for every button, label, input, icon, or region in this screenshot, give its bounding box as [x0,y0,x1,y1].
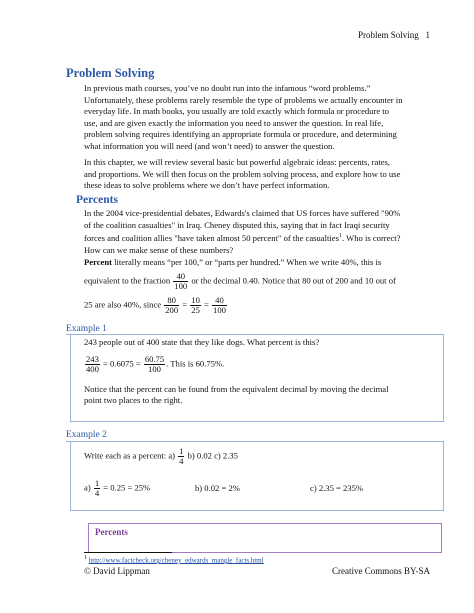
text-line: and proportions. We will then focus on the problem solving process, and explore how to use [84,168,401,179]
footnote [84,555,264,564]
running-header [358,30,430,40]
text-line: Notice that the percent can be found from the equivalent decimal by moving the decimal [84,383,389,394]
intro-paragraph [84,83,444,153]
text-line: forces and coalition allies "have taken almost 50 percent" of the casualties$^1$. Who is correct? [84,233,401,244]
text-line: Unfortunately, these problems rarely resemble the type of problems we actually encounter in [84,94,403,105]
text-line: 25 are also 40%, since $\frac{80}{200}$ = $\frac{10}{25}$ = $\frac{40}{100}$ [84,295,226,315]
example-1-note [84,384,434,407]
fraction: $\frac{243}{400}$ [86,353,99,374]
chapter-overview-paragraph [84,157,444,192]
example-2-label: Example 2 [66,430,107,440]
running-title: Problem Solving [357,30,419,40]
section-title-percents: Percents [76,194,118,206]
term-percent: Percent [84,257,112,267]
fraction: $\frac{10}{25}$ [191,295,200,315]
example-2-answer-b: b) 0.02 = 2% [195,483,240,493]
percents-callout-label: Percents [95,527,128,537]
example-1-content [84,337,434,407]
text-line: In previous math courses, you’ve no doubt run into the infamous “word problems.” [84,83,371,93]
text-line: equivalent to the fraction $\frac{40}{100}$ or the decimal 0.40. Notice that 80 out of 200 and 10 out of [84,271,396,291]
example-2-answer-c: c) 2.35 = 235% [310,483,364,493]
footnote-reference[interactable]: 1 [338,233,342,240]
text-line: problem solving requires identifying an appropriate formula or procedure, and determining [84,129,397,140]
footnote-separator [84,552,172,553]
text-line: of the coalition casualties" in Iraq. Cheney disputed this, saying that in fact Iraqi security [84,219,390,230]
text-line: what information you will need (and won’t need) to answer the question. [84,140,335,151]
fraction: $\frac{60.75}{100}$ [144,353,165,374]
page-number: 1 [425,30,430,40]
fraction: $\frac{40}{100}$ [213,295,226,315]
footnote-link[interactable]: http://www.factcheck.org/cheney_edwards_mangle_facts.html [88,556,264,565]
text-line: In this chapter, we will review several basic but powerful algebraic ideas: percents, rates, [84,157,391,167]
debate-paragraph [84,208,444,256]
fraction-40-100: $\frac{40}{100}$ [174,271,188,291]
fraction-1-4: $\frac{1}{4}$ [179,446,184,466]
text-line: Percent literally means “per 100,” or “parts per hundred.” When we write 40%, this is [84,257,382,267]
example-1-work: $\frac{243}{400}$ = 0.6075 = $\frac{60.75}{100}$ . This is 60.75%. [86,353,225,374]
footer-license: Creative Commons BY-SA [332,566,430,576]
percent-definition-paragraph [84,256,444,315]
text-line: use, and are given exactly the information you need to answer the question. In real life, [84,117,384,128]
section-title-problem-solving: Problem Solving [66,66,155,80]
example-1-question: 243 people out of 400 state that they like dogs. What percent is this? [84,337,320,347]
footer-author: © David Lippman [84,566,150,576]
example-1-label: Example 1 [66,324,107,334]
text-line: How can we make sense of these numbers? [84,244,234,255]
fraction: $\frac{80}{200}$ [165,295,179,315]
text-line: everyday life. In math books, you usually are told exactly which formula or procedure to [84,106,389,117]
fraction-1-4: $\frac{1}{4}$ [94,478,100,498]
percents-callout-box [88,523,442,553]
text-line: these ideas to solve problems where we don’t have perfect information. [84,180,330,191]
example-2-answer-a: a) $\frac{1}{4}$ = 0.25 = 25% [84,478,151,498]
text-line: point two places to the right. [84,395,183,406]
example-2-question: Write each as a percent: a) $\frac{1}{4}$ b) 0.02 c) 2.35 [84,446,238,466]
footnote-mark: 1 [84,555,87,561]
text-line: In the 2004 vice-presidential debates, Edwards's claimed that US forces have suffered "90% [84,208,401,218]
